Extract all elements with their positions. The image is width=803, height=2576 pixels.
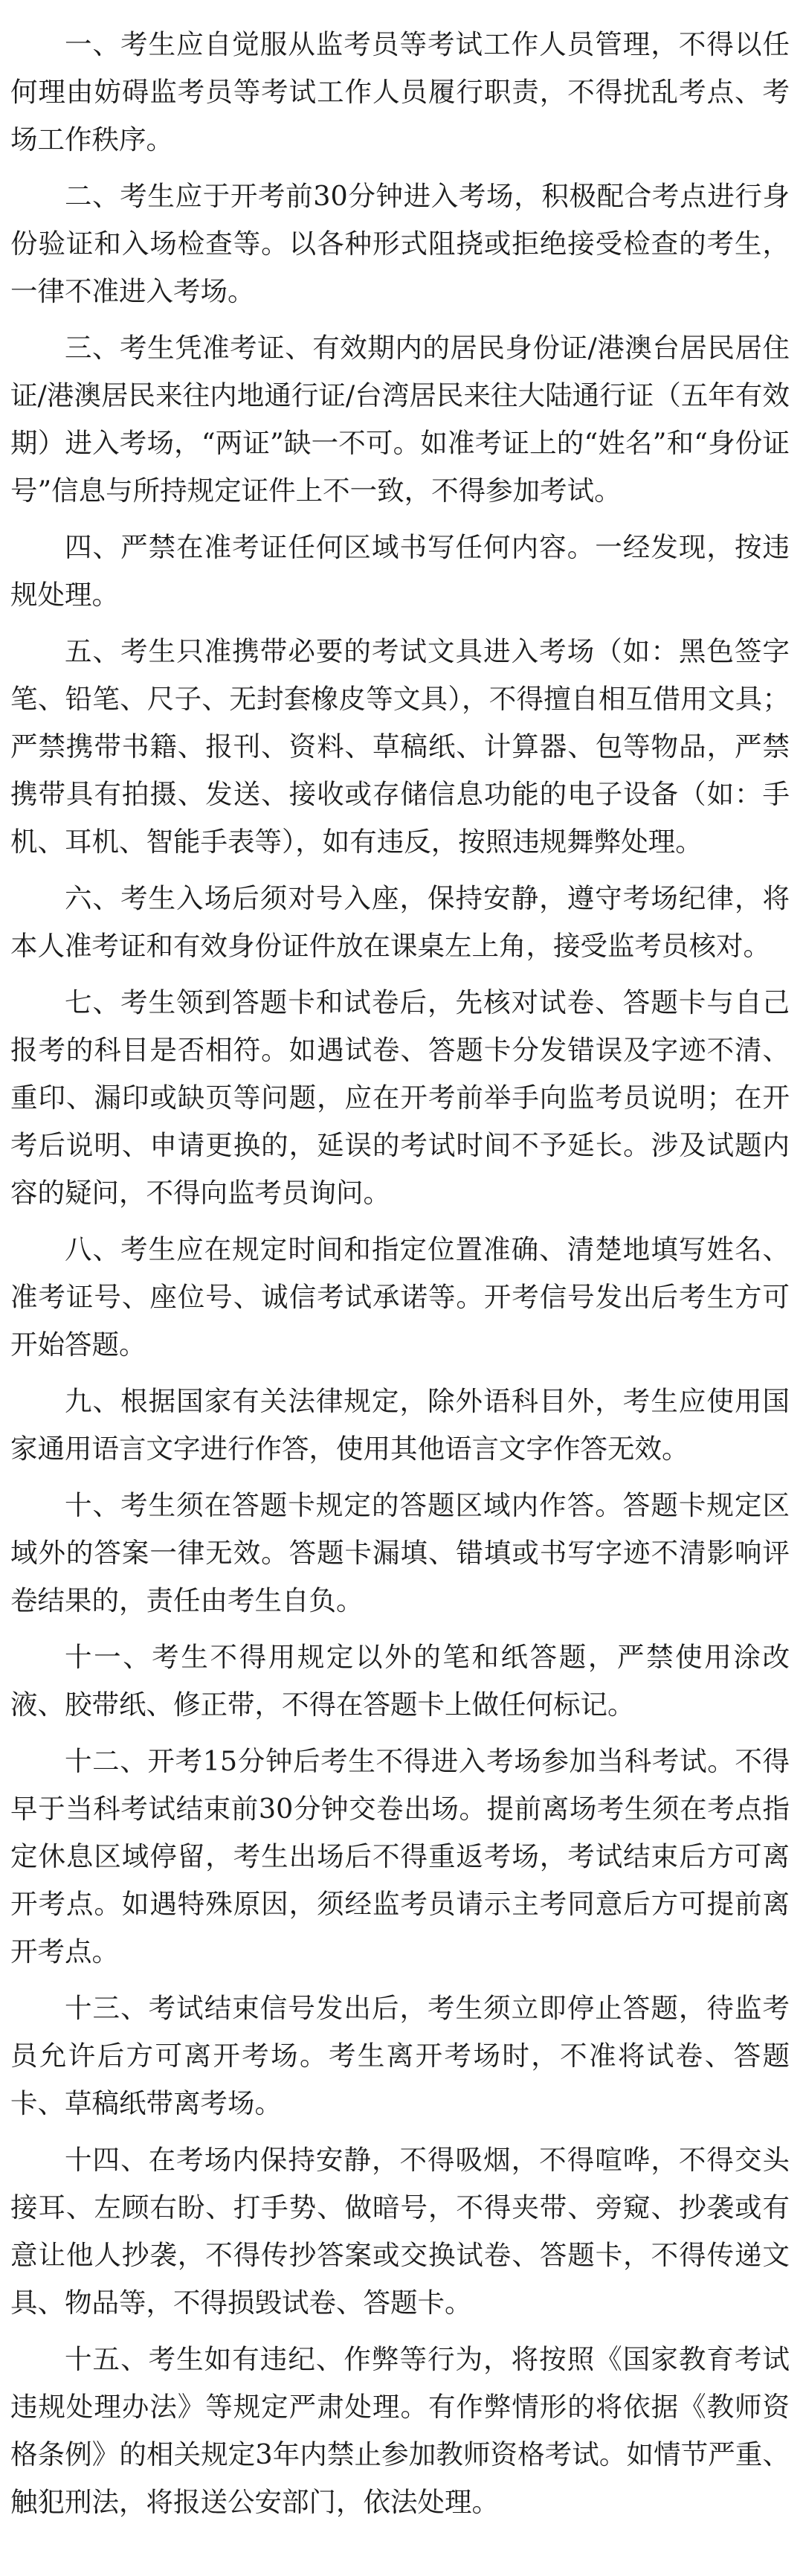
rule-10-paragraph: 十、考生须在答题卡规定的答题区域内作答。答题卡规定区域外的答案一律无效。答题卡漏填、错填或书写字迹不清影响评卷结果的，责任由考生自负。 <box>10 1489 790 1616</box>
rule-11-paragraph: 十一、考生不得用规定以外的笔和纸答题，严禁使用涂改液、胶带纸、修正带，不得在答题卡上做任何标记。 <box>10 1641 790 1721</box>
rule-5-paragraph: 五、考生只准携带必要的考试文具进入考场（如：黑色签字笔、铅笔、尺子、无封套橡皮等文具），不得擅自相互借用文具；严禁携带书籍、报刊、资料、草稿纸、计算器、包等物品，严禁携带具有拍摄、发送、接收或存储信息功能的电子设备（如：手机、耳机、智能手表等），如有违反，按照违规舞弊处理。 <box>10 635 790 858</box>
rule-4-paragraph: 四、严禁在准考证任何区域书写任何内容。一经发现，按违规处理。 <box>10 531 790 611</box>
rule-6-paragraph: 六、考生入场后须对号入座，保持安静，遵守考场纪律，将本人准考证和有效身份证件放在课桌左上角，接受监考员核对。 <box>10 882 790 962</box>
rule-3-paragraph: 三、考生凭准考证、有效期内的居民身份证/港澳台居民居住证/港澳居民来往内地通行证/台湾居民来往大陆通行证（五年有效期）进入考场，“两证”缺一不可。如准考证上的“姓名”和“身份证号”信息与所持规定证件上不一致，不得参加考试。 <box>10 332 790 507</box>
rule-9-paragraph: 九、根据国家有关法律规定，除外语科目外，考生应使用国家通用语言文字进行作答，使用其他语言文字作答无效。 <box>10 1385 790 1465</box>
rule-7-paragraph: 七、考生领到答题卡和试卷后，先核对试卷、答题卡与自己报考的科目是否相符。如遇试卷、答题卡分发错误及字迹不清、重印、漏印或缺页等问题，应在开考前举手向监考员说明；在开考后说明、申请更换的，延误的考试时间不予延长。涉及试题内容的疑问，不得向监考员询问。 <box>10 986 790 1209</box>
rule-14-paragraph: 十四、在考场内保持安静，不得吸烟，不得喧哗，不得交头接耳、左顾右盼、打手势、做暗号，不得夹带、旁窥、抄袭或有意让他人抄袭，不得传抄答案或交换试卷、答题卡，不得传递文具、物品等，不得损毁试卷、答题卡。 <box>10 2144 790 2319</box>
rule-13-paragraph: 十三、考试结束信号发出后，考生须立即停止答题，待监考员允许后方可离开考场。考生离开考场时，不准将试卷、答题卡、草稿纸带离考场。 <box>10 1992 790 2119</box>
rule-12-paragraph: 十二、开考15分钟后考生不得进入考场参加当科考试。不得早于当科考试结束前30分钟交卷出场。提前离场考生须在考点指定休息区域停留，考生出场后不得重返考场，考试结束后方可离开考点。如遇特殊原因，须经监考员请示主考同意后方可提前离开考点。 <box>10 1745 790 1968</box>
rule-15-paragraph: 十五、考生如有违纪、作弊等行为，将按照《国家教育考试违规处理办法》等规定严肃处理。有作弊情形的将依据《教师资格条例》的相关规定3年内禁止参加教师资格考试。如情节严重、触犯刑法，将报送公安部门，依法处理。 <box>10 2343 790 2518</box>
rule-8-paragraph: 八、考生应在规定时间和指定位置准确、清楚地填写姓名、准考证号、座位号、诚信考试承诺等。开考信号发出后考生方可开始答题。 <box>10 1233 790 1361</box>
rule-2-paragraph: 二、考生应于开考前30分钟进入考场，积极配合考点进行身份验证和入场检查等。以各种形式阻挠或拒绝接受检查的考生，一律不准进入考场。 <box>10 180 790 307</box>
rule-1-paragraph: 一、考生应自觉服从监考员等考试工作人员管理，不得以任何理由妨碍监考员等考试工作人员履行职责，不得扰乱考点、考场工作秩序。 <box>10 28 790 155</box>
